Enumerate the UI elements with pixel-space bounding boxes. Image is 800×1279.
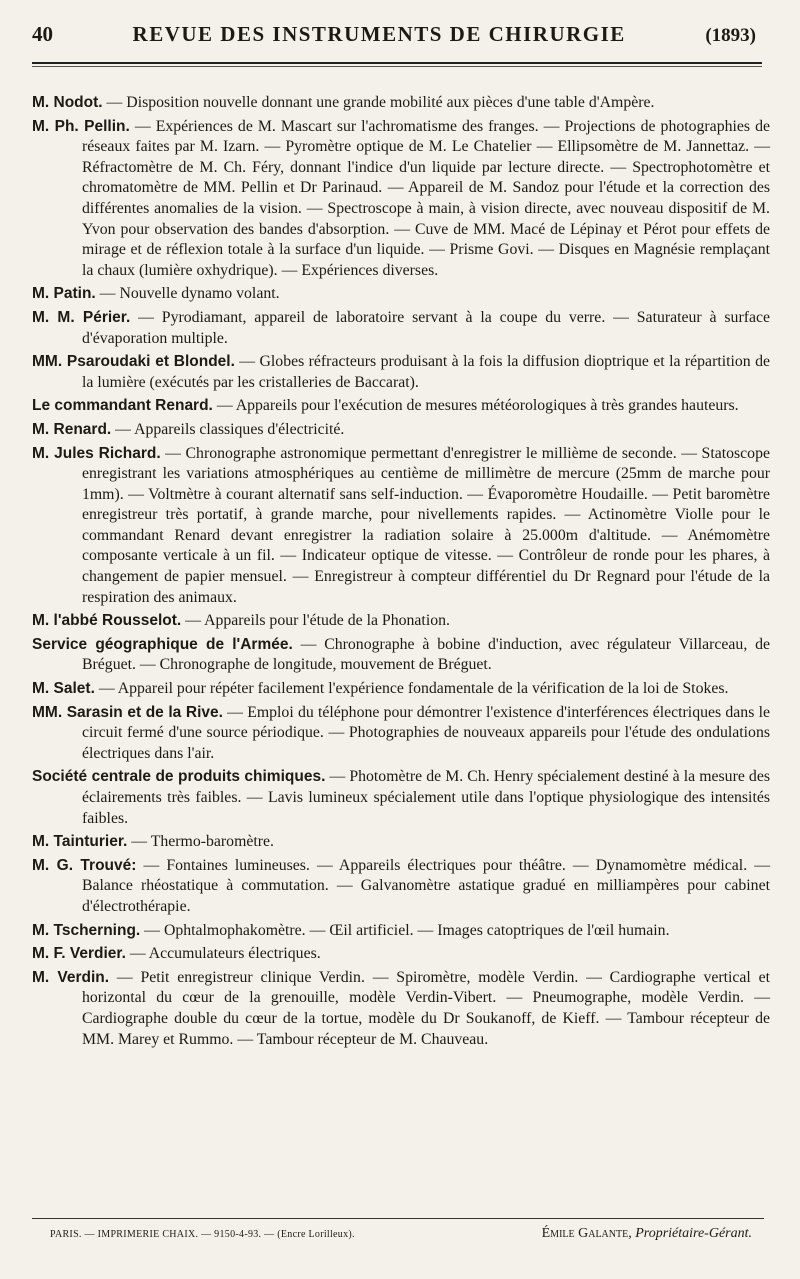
exhibit-description: Fontaines lumineuses. — Appareils électriques pour théâtre. — Dynamomètre médical. — Balance rhéostatique à commutation. — Galvanomètre astatique gradué en milliampères pour cabinet d'électrothérapie. (82, 856, 771, 915)
list-item: M. Verdin. — Petit enregistreur clinique Verdin. — Spiromètre, modèle Verdin. — Cardiographe vertical et horizontal du cœur de la grenouille, modèle Verdin-Vibert. — Pneumographe, modèle Verdin. — Cardiographe double du cœur de la tortue, modèle du Dr Soukanoff, de Kieff. — Tambour récepteur de MM. Marey et Rummo. — Tambour récepteur de M. Chauveau. (32, 968, 770, 1048)
exhibit-description: Emploi du téléphone pour démontrer l'existence d'interférences électriques dans le circuit fermé d'une source périodique. — Photographies de nouveaux appareils pour l'étude des ondulations électriques dans l'air. (82, 703, 770, 762)
list-item: Service géographique de l'Armée. — Chronographe à bobine d'induction, avec régulateur Villarceau, de Bréguet. — Chronographe de longitude, mouvement de Bréguet. (32, 635, 770, 674)
exhibit-description: Thermo-baromètre. (150, 833, 274, 851)
exhibitor-name: M. Verdin. (32, 968, 110, 986)
list-item: M. Renard. — Appareils classiques d'électricité. (32, 420, 345, 438)
exhibit-description: Appareils classiques d'électricité. (134, 420, 345, 438)
exhibit-description: Ophtalmophakomètre. — Œil artificiel. — Images catoptriques de l'œil humain. (163, 921, 670, 939)
owner-credit (542, 1226, 752, 1242)
list-item: M. F. Verdier. — Accumulateurs électriques. (32, 945, 321, 963)
footer-rule (32, 1218, 764, 1219)
journal-title: REVUE DES INSTRUMENTS DE CHIRURGIE (132, 22, 626, 46)
list-item: M. l'abbé Rousselot. — Appareils pour l'étude de la Phonation. (32, 612, 450, 630)
header-rule-thin (32, 66, 762, 67)
list-item: Le commandant Renard. — Appareils pour l'exécution de mesures météorologiques à très grandes hauteurs. (32, 397, 739, 415)
page-footer (50, 1226, 752, 1242)
list-item: M. Tainturier. — Thermo-baromètre. (32, 833, 274, 851)
list-item: M. G. Trouvé: — Fontaines lumineuses. — Appareils électriques pour théâtre. — Dynamomètre médical. — Balance rhéostatique à commutation. — Galvanomètre astatique gradué en milliampères pour cabinet d'électrothérapie. (32, 856, 771, 915)
exhibit-description: Pyrodiamant, appareil de laboratoire servant à la coupe du verre. — Saturateur à surface d'évaporation multiple. (82, 308, 770, 347)
exhibit-description: Globes réfracteurs produisant à la fois la diffusion dioptrique et la répartition de la lumière (exécutés par les cristalleries de Baccarat). (82, 353, 770, 391)
list-item: M. M. Périer. — Pyrodiamant, appareil de laboratoire servant à la coupe du verre. — Saturateur à surface d'évaporation multiple. (32, 308, 770, 347)
exhibitor-name: MM. Psaroudaki et Blondel. (32, 353, 235, 371)
list-item: M. Ph. Pellin. — Expériences de M. Mascart sur l'achromatisme des franges. — Projections de photographies de réseaux faites par M. Izarn. — Pyromètre optique de M. Le Chatelier — Ellipsomètre de M. Jannettaz. — Réfractomètre de M. Ch. Féry, donnant l'indice d'un liquide par lecture directe. — Spectrophotomètre et chromatomètre de MM. Pellin et Dr Parinaud. — Appareil de M. Sandoz pour l'étude et la correction des différentes anomalies de la vision. — Spectroscope à main, à vision directe, avec nouveau dispositif de M. Yvon pour observation des bandes d'absorption. — Cuve de MM. Macé de Lépinay et Pérot pour effets de mirage et de réflexion totale à la surface d'un liquide. — Prisme Govi. — Disques en Magnésie remplaçant la chaux (lumière oxhydrique). — Expériences diverses. (32, 117, 770, 279)
exhibitor-name: M. Jules Richard. (32, 444, 161, 462)
exhibit-description: Appareils pour l'exécution de mesures météorologiques à très grandes hauteurs. (235, 397, 739, 415)
list-item: M. Salet. — Appareil pour répéter facilement l'expérience fondamentale de la vérification de la loi de Stokes. (32, 680, 729, 698)
exhibitor-name: M. Ph. Pellin. (32, 117, 130, 135)
exhibitor-name: M. Tscherning. (32, 921, 141, 939)
exhibit-description: Nouvelle dynamo volant. (119, 285, 280, 303)
printer-imprint: PARIS. — IMPRIMERIE CHAIX. — 9150-4-93. — (Encre Lorilleux). (50, 1229, 355, 1240)
exhibitor-name: MM. Sarasin et de la Rive. (32, 703, 223, 721)
exhibitor-name: M. l'abbé Rousselot. (32, 612, 182, 630)
list-item: M. Patin. — Nouvelle dynamo volant. (32, 285, 280, 303)
owner-name: Émile Galante, (541, 1226, 632, 1241)
exhibitor-name: M. Salet. (32, 680, 95, 698)
owner-title: Propriétaire-Gérant. (635, 1226, 752, 1241)
exhibitor-name: Société centrale de produits chimiques. (32, 768, 326, 786)
exhibitor-name: M. Patin. (32, 285, 96, 303)
exhibit-description: Disposition nouvelle donnant une grande mobilité aux pièces d'une table d'Ampère. (126, 94, 655, 111)
exhibit-description: Expériences de M. Mascart sur l'achromatisme des franges. — Projections de photographies de réseaux faites par M. Izarn. — Pyromètre optique de M. Le Chatelier — Ellipsomètre de M. Jannettaz. — Réfractomètre de M. Ch. Féry, donnant l'indice d'un liquide par lecture directe. — Spectrophotomètre et chromatomètre de MM. Pellin et Dr Parinaud. — Appareil de M. Sandoz pour l'étude et la correction des différentes anomalies de la vision. — Spectroscope à main, à vision directe, avec nouveau dispositif de M. Yvon pour observation des bandes d'absorption. — Cuve de MM. Macé de Lépinay et Pérot pour effets de mirage et de réflexion totale à la surface d'un liquide. — Prisme Govi. — Disques en Magnésie remplaçant la chaux (lumière oxhydrique). — Expériences diverses. (82, 117, 770, 279)
exhibit-description: Appareil pour répéter facilement l'expérience fondamentale de la vérification de la loi de Stokes. (117, 680, 729, 698)
list-item: Société centrale de produits chimiques. — Photomètre de M. Ch. Henry spécialement destiné à la mesure des éclairements très faibles. — Lavis lumineux spécialement utile dans l'optique physiologique des intensités faibles. (32, 768, 770, 827)
exhibitor-name: M. Renard. (32, 420, 112, 438)
page-header (32, 22, 756, 52)
exhibitor-name: M. Tainturier. (32, 833, 128, 851)
page-number: 40 (32, 22, 53, 46)
list-item: M. Tscherning. — Ophtalmophakomètre. — Œil artificiel. — Images catoptriques de l'œil humain. (32, 921, 670, 939)
exhibit-description: Chronographe astronomique permettant d'enregistrer le millième de seconde. — Statoscope enregistrant les variations atmosphériques au centième de millimètre de mercure (25mm de marche pour 1mm). — Voltmètre à courant alternatif sans self-induction. — Évaporomètre Houdaille. — Petit baromètre enregistreur très portatif, à grande marche, pour nivellements rapides. — Actinomètre Violle pour le commandant Renard devant enregistrer la radiation solaire à 25.000m d'altitude. — Anémomètre composante verticale à un fil. — Indicateur optique de vitesse. — Contrôleur de ronde pour les phares, à changement de papier mensuel. — Enregistreur à compteur différentiel du Dr Regnard pour l'étude de la respiration des animaux. (82, 444, 770, 606)
exhibitor-name: Service géographique de l'Armée. (32, 635, 293, 653)
header-rule (32, 62, 762, 64)
exhibitor-name: M. G. Trouvé: (32, 856, 137, 874)
list-item: M. Jules Richard. — Chronographe astronomique permettant d'enregistrer le millième de seconde. — Statoscope enregistrant les variations atmosphériques au centième de millimètre de mercure (25mm de marche pour 1mm). — Voltmètre à courant alternatif sans self-induction. — Évaporomètre Houdaille. — Petit baromètre enregistreur très portatif, à grande marche, pour nivellements rapides. — Actinomètre Violle pour le commandant Renard devant enregistrer la radiation solaire à 25.000m d'altitude. — Anémomètre composante verticale à un fil. — Indicateur optique de vitesse. — Contrôleur de ronde pour les phares, à changement de papier mensuel. — Enregistreur à compteur différentiel du Dr Regnard pour l'étude de la respiration des animaux. (32, 444, 770, 606)
list-item: M. Nodot. — Disposition nouvelle donnant une grande mobilité aux pièces d'une table d'Ampère. (32, 94, 655, 111)
exhibit-description: Chronographe à bobine d'induction, avec régulateur Villarceau, de Bréguet. — Chronographe de longitude, mouvement de Bréguet. (82, 635, 770, 674)
exhibit-description: Photomètre de M. Ch. Henry spécialement destiné à la mesure des éclairements très faibles. — Lavis lumineux spécialement utile dans l'optique physiologique des intensités faibles. (82, 768, 770, 827)
exhibit-description: Appareils pour l'étude de la Phonation. (204, 612, 450, 630)
exhibitor-name: M. Nodot. (32, 94, 103, 111)
exhibit-description: Petit enregistreur clinique Verdin. — Spiromètre, modèle Verdin. — Cardiographe vertical et horizontal du cœur de la grenouille, modèle Verdin-Vibert. — Pneumographe, modèle Verdin. — Cardiographe double du cœur de la tortue, modèle du Dr Soukanoff, de Kieff. — Tambour récepteur de MM. Marey et Rummo. — Tambour récepteur de M. Chauveau. (82, 968, 770, 1048)
exhibitor-list (32, 93, 770, 1053)
list-item: MM. Psaroudaki et Blondel. — Globes réfracteurs produisant à la fois la diffusion dioptrique et la répartition de la lumière (exécutés par les cristalleries de Baccarat). (32, 353, 770, 391)
exhibit-description: Accumulateurs électriques. (148, 945, 321, 963)
exhibitor-name: Le commandant Renard. (32, 397, 213, 415)
publication-year: (1893) (705, 25, 756, 46)
exhibitor-name: M. M. Périer. (32, 308, 131, 326)
list-item: MM. Sarasin et de la Rive. — Emploi du téléphone pour démontrer l'existence d'interférences électriques dans le circuit fermé d'une source périodique. — Photographies de nouveaux appareils pour l'étude des ondulations électriques dans l'air. (32, 703, 770, 762)
exhibitor-name: M. F. Verdier. (32, 945, 126, 963)
